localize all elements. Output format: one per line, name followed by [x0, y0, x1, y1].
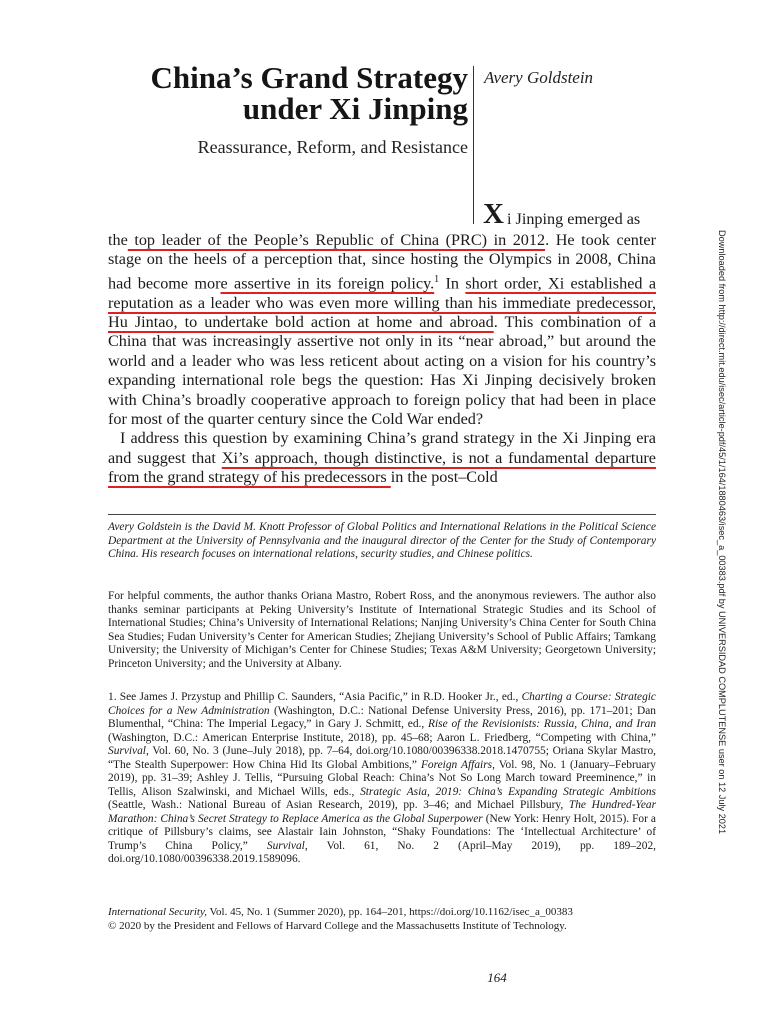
- text-span: . He took center stage on the heels of a perception that, since hosting the Olympics in 2008, China had become mor: [108, 231, 656, 293]
- acknowledgments: [108, 590, 656, 671]
- journal-citation: [108, 906, 668, 933]
- download-watermark: Downloaded from http://direct.mit.edu/isec/article-pdf/45/1/164/1880463/isec_a_00383.pdf by UNIVERSIDAD COMPLUTENSE user on 12 July 2021: [717, 230, 727, 835]
- footnote-1: [108, 691, 656, 867]
- article-title: [88, 62, 468, 124]
- footnote-text-span: 1. See James J. Przystup and Phillip C. Saunders, “Asia Pacific,” in R.D. Hooker Jr., ed.,: [108, 691, 522, 703]
- drop-cap: X: [483, 198, 504, 230]
- copyright-notice: © 2020 by the President and Fellows of Harvard College and the Massachusetts Institute of Technology.: [108, 919, 567, 932]
- author-bio: [108, 521, 656, 562]
- author-bio-text: Avery Goldstein is the David M. Knott Professor of Global Politics and International Relations in the Political Science Department at the University of Pennsylvania and the inaugural director of the Center for the Study of Contemporary China. His research focuses on international relations, security studies, and Chinese politics.: [108, 521, 656, 560]
- text-span: in the post–Cold: [390, 468, 498, 487]
- footnote-title-span: Foreign Affairs: [420, 758, 493, 771]
- footnote-title-span: Charting a Course: Strategic Choices for a New Administration: [108, 691, 656, 717]
- author-name: Avery Goldstein: [484, 68, 594, 87]
- page-number: 164: [487, 970, 507, 985]
- first-line: i Jinping emerged as: [507, 210, 641, 228]
- paragraph-2: [108, 429, 656, 487]
- text-span: 1: [434, 273, 440, 285]
- text-span: . This combination of a China that was increasingly assertive not only in its “near abroad,” but around the world and a leader who was less reticent about acting on a vision for his country’s expanding international role begs the question: Has Xi Jinping decisively broken with China’s broadly cooperative approach to foreign policy that had been in place for most of the quarter century since the Cold War ended?: [108, 313, 657, 429]
- highlighted-span: Xi’s approach, though distinctive, is not a fundamental departure from the grand strategy of his predecessors: [108, 448, 656, 487]
- footnote-text-span: (Washington, D.C.: American Enterprise Institute, 2018), pp. 45–68; Aaron L. Friedberg, “Competing with China,”: [108, 731, 656, 744]
- highlighted-span: e assertive in its foreign policy.: [220, 274, 435, 293]
- footnote-title-span: Survival: [266, 839, 305, 852]
- highlighted-span: short order, Xi established a reputation as a leader who was even more willing than his immediate predecessor, Hu Jintao, to undertake bold action at home and abroad: [108, 274, 657, 332]
- text-span: In: [439, 274, 466, 293]
- footnote-1-text: [108, 691, 656, 867]
- footnote-text-span: (Seattle, Wash.: National Bureau of Asian Research, 2019), pp. 3–46; and Michael Pillsbury,: [108, 799, 569, 811]
- footnote-title-span: Rise of the Revisionists: Russia, China, and Iran: [428, 718, 657, 730]
- text-span: I address this question by examining China’s grand strategy in the Xi Jinping era and suggest that: [108, 429, 656, 467]
- title-line-1: China’s Grand Strategy: [150, 60, 468, 95]
- footnote-title-span: Strategic Asia, 2019: China’s Expanding Strategic Ambitions: [360, 785, 656, 798]
- footnote-divider: [108, 514, 656, 515]
- page-number-row: [0, 970, 768, 986]
- footnote-text-span: , Vol. 98, No. 1 (January–February 2019), pp. 31–39; Ashley J. Tellis, “Pursuing Global Reach: China’s Not So Long March toward Preeminence,” in Tellis, Alison Szalwinski, and Michael Wills, eds.,: [108, 758, 656, 798]
- footnote-text-span: , Vol. 61, No. 2 (April–May 2019), pp. 189–202, doi.org/10.1080/00396338.2019.1589096.: [108, 839, 656, 865]
- footnote-text-span: , Vol. 60, No. 3 (June–July 2018), pp. 7–64, doi.org/10.1080/00396338.2018.1470755; Oriana Skylar Mastro, “The Stealth Superpower: How China Hid Its Global Ambitions,”: [108, 745, 656, 771]
- citation-details: Vol. 45, No. 1 (Summer 2020), pp. 164–201, https://doi.org/10.1162/isec_a_00383: [206, 906, 573, 918]
- title-line-2: under Xi Jinping: [242, 91, 468, 126]
- paragraph-1: [108, 231, 656, 429]
- article-subtitle: Reassurance, Reform, and Resistance: [197, 137, 468, 157]
- footnote-text-span: (New York: Henry Holt, 2015). For a critique of Pillsbury’s claims, see Alastair Iain Johnston, “Shaky Foundations: The ‘Intellectual Architecture’ of Trump’s China Policy,”: [108, 812, 656, 852]
- body-text: [108, 231, 656, 488]
- text-span: the: [108, 231, 128, 249]
- title-divider: [473, 66, 474, 224]
- highlighted-span: top leader of the People’s Republic of China (PRC) in 2012: [127, 231, 546, 249]
- footnote-title-span: The Hundred-Year Marathon: China’s Secret Strategy to Replace America as the Global Superpower: [108, 799, 656, 825]
- footnote-text-span: (Washington, D.C.: National Defense University Press, 2016), pp. 171–201; Dan Blumenthal, “China: The Imperial Legacy,” in Gary J. Schmitt, ed.,: [108, 704, 656, 730]
- journal-name: International Security,: [108, 906, 207, 918]
- footnote-title-span: Survival: [108, 745, 146, 757]
- acknowledgments-text: For helpful comments, the author thanks Oriana Mastro, Robert Ross, and the anonymous reviewers. The author also thanks seminar participants at Peking University’s Institute of International Strategic Studies and its School of International Studies; China’s University of International Relations; Nanjing University’s China Center for South China Sea Studies; Fudan University’s Center for American Studies; Zhejiang University’s School of Public Affairs; Tamkang University; the University of Michigan’s Center for Chinese Studies; Texas A&M University; Georgetown University; Princeton University; and the University at Albany.: [108, 590, 656, 670]
